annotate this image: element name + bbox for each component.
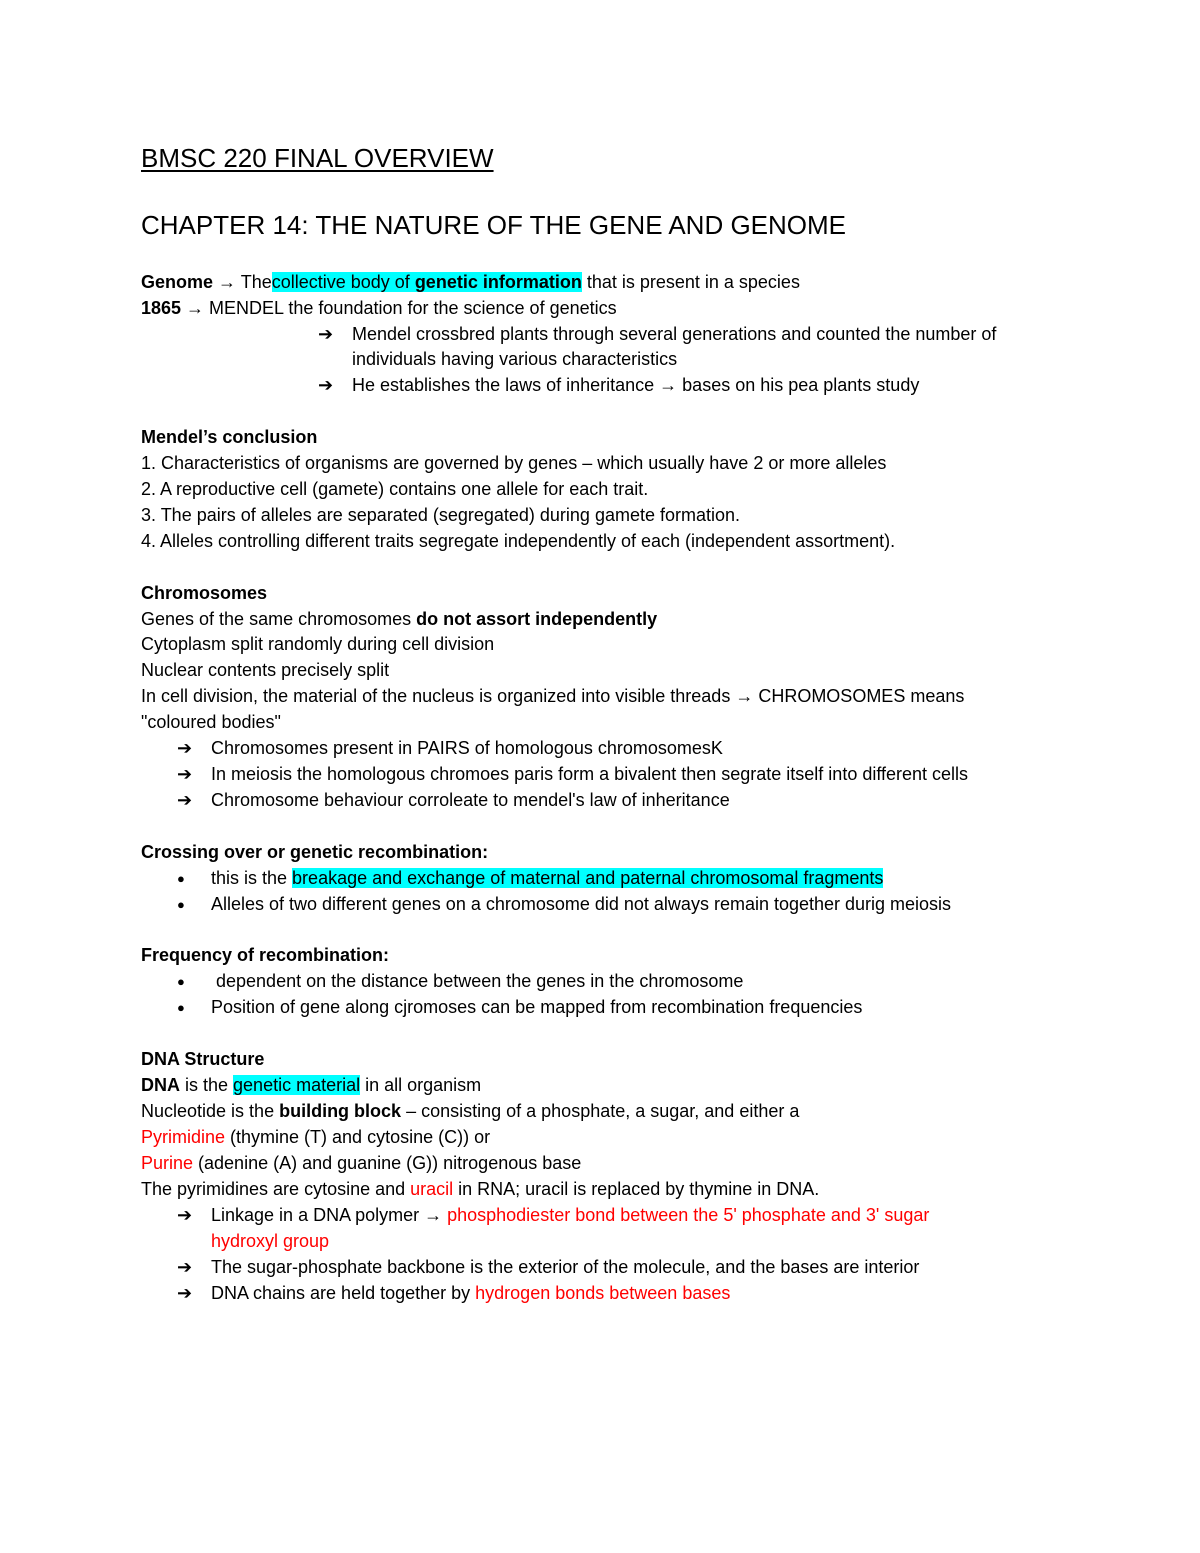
crossing-heading-text: Crossing over or genetic recombination: — [141, 842, 489, 862]
conclusion-item: 4. Alleles controlling different traits segregate independently of each (independent assortment). — [141, 531, 896, 551]
dna-line-text: is the — [180, 1075, 234, 1095]
chromosomes-line: In cell division, the material of the nucleus is organized into visible threads → CHROMOSOMES means — [141, 686, 965, 706]
dna-line-bold: DNA — [141, 1075, 180, 1095]
genome-definition — [141, 270, 800, 295]
dna-line-text: Nucleotide is the — [141, 1101, 280, 1121]
dna-red-text: phosphodiester bond between the 5' phosphate and 3' sugar — [447, 1205, 930, 1225]
dna-line — [141, 1177, 819, 1202]
dna-line-text: in RNA; uracil is replaced by thymine in DNA. — [453, 1179, 820, 1199]
conclusion-item: 2. A reproductive cell (gamete) contains one allele for each trait. — [141, 479, 649, 499]
genome-rest: that is present in a species — [581, 272, 800, 292]
arrow-bullet-icon: ➔ — [177, 738, 193, 758]
dna-red-text: hydroxyl group — [211, 1231, 330, 1251]
chromosomes-line: Nuclear contents precisely split — [141, 660, 390, 680]
dna-line — [141, 1151, 581, 1176]
chromosomes-bullet: Chromosome behaviour corroleate to mendel's law of inheritance — [211, 790, 730, 810]
dna-line — [141, 1099, 799, 1124]
crossing-bullet-text: this is the — [211, 868, 293, 888]
arrow-bullet-icon: ➔ — [177, 1283, 193, 1303]
genome-arrow: → The — [213, 272, 272, 292]
dna-bullet — [211, 1203, 929, 1228]
year-text: → MENDEL the foundation for the science of genetics — [181, 298, 617, 318]
arrow-bullet-icon: ➔ — [177, 764, 193, 784]
bullet-dot-icon: ● — [177, 974, 185, 989]
dna-line-text: in all organism — [360, 1075, 482, 1095]
dna-bullet-cont — [211, 1229, 329, 1254]
dna-line-bold: building block — [279, 1101, 402, 1121]
chromosomes-line-bold: do not assort independently — [416, 609, 658, 629]
chromosomes-line-text: Genes of the same chromosomes — [141, 609, 417, 629]
year-bullet-1-cont: individuals having various characteristics — [352, 349, 678, 369]
arrow-bullet-icon: ➔ — [318, 324, 334, 344]
dna-line — [141, 1073, 481, 1098]
chromosomes-heading-text: Chromosomes — [141, 583, 268, 603]
dna-red-text: Pyrimidine — [141, 1127, 226, 1147]
dna-line-text: – consisting of a phosphate, a sugar, and either a — [401, 1101, 800, 1121]
dna-bullet-text: Linkage in a DNA polymer → — [211, 1205, 448, 1225]
arrow-bullet-icon: ➔ — [318, 375, 334, 395]
mendel-year-line — [141, 296, 617, 321]
genome-highlight-text: collective body of — [271, 272, 415, 292]
bullet-dot-icon: ● — [177, 871, 185, 886]
arrow-bullet-icon: ➔ — [177, 790, 193, 810]
dna-line-text: (thymine (T) and cytosine (C)) or — [225, 1127, 491, 1147]
arrow-bullet-icon: ➔ — [177, 1205, 193, 1225]
genome-highlight — [272, 272, 582, 292]
conclusion-heading — [141, 425, 317, 450]
chromosomes-bullet: In meiosis the homologous chromoes paris form a bivalent then segrate itself into different cells — [211, 764, 969, 784]
frequency-heading — [141, 943, 389, 968]
genome-highlight-bold: genetic information — [414, 272, 582, 292]
crossing-bullet: Alleles of two different genes on a chromosome did not always remain together durig meiosis — [211, 894, 952, 914]
dna-line — [141, 1125, 490, 1150]
conclusion-heading-text: Mendel’s conclusion — [141, 427, 318, 447]
chromosomes-line: "coloured bodies" — [141, 712, 281, 732]
conclusion-item: 3. The pairs of alleles are separated (segregated) during gamete formation. — [141, 505, 741, 525]
dna-line-text: The pyrimidines are cytosine and — [141, 1179, 411, 1199]
year-bullet-1: Mendel crossbred plants through several generations and counted the number of — [352, 324, 997, 344]
bullet-dot-icon: ● — [177, 897, 185, 912]
dna-highlight: genetic material — [233, 1075, 361, 1095]
dna-heading — [141, 1047, 264, 1072]
chromosomes-line — [141, 607, 657, 632]
bullet-dot-icon: ● — [177, 1000, 185, 1015]
frequency-heading-text: Frequency of recombination: — [141, 945, 390, 965]
dna-bullet — [211, 1281, 730, 1306]
chapter-heading: CHAPTER 14: THE NATURE OF THE GENE AND GENOME — [141, 210, 847, 240]
frequency-bullet: Position of gene along cjromoses can be mapped from recombination frequencies — [211, 997, 863, 1017]
conclusion-item: 1. Characteristics of organisms are governed by genes – which usually have 2 or more alleles — [141, 453, 887, 473]
genome-term: Genome — [141, 272, 214, 292]
document-title: BMSC 220 FINAL OVERVIEW — [141, 143, 494, 173]
dna-red-text: hydrogen bonds between bases — [475, 1283, 731, 1303]
year-bullet-2: He establishes the laws of inheritance → bases on his pea plants study — [352, 375, 920, 395]
chromosomes-line: Cytoplasm split randomly during cell division — [141, 634, 495, 654]
frequency-bullet: dependent on the distance between the genes in the chromosome — [211, 971, 744, 991]
dna-heading-text: DNA Structure — [141, 1049, 265, 1069]
dna-bullet-text: DNA chains are held together by — [211, 1283, 476, 1303]
crossing-highlight: breakage and exchange of maternal and paternal chromosomal fragments — [292, 868, 884, 888]
dna-line-text: (adenine (A) and guanine (G)) nitrogenous base — [193, 1153, 582, 1173]
chromosomes-heading — [141, 581, 267, 606]
crossing-bullet — [211, 866, 883, 891]
chromosomes-bullet: Chromosomes present in PAIRS of homologous chromosomesK — [211, 738, 723, 758]
arrow-bullet-icon: ➔ — [177, 1257, 193, 1277]
year-term: 1865 — [141, 298, 182, 318]
dna-red-text: Purine — [141, 1153, 194, 1173]
dna-bullet: The sugar-phosphate backbone is the exterior of the molecule, and the bases are interior — [211, 1257, 920, 1277]
dna-red-text: uracil — [410, 1179, 454, 1199]
crossing-heading — [141, 840, 488, 865]
